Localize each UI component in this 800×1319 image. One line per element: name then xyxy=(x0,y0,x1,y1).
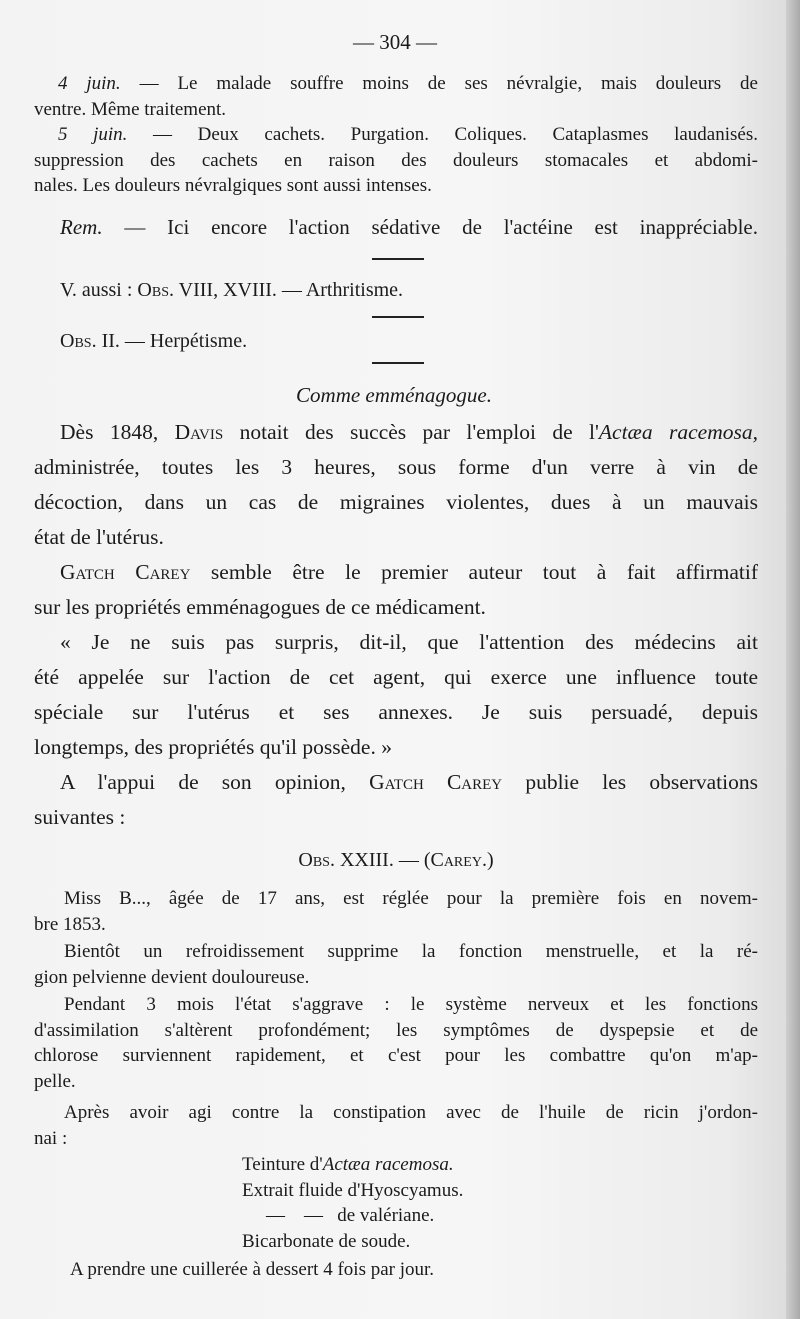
see-also-line: V. aussi : Obs. VIII, XVIII. — Arthritisme. xyxy=(60,279,404,301)
entry-june-5 xyxy=(34,122,758,199)
case-paragraph-1: Miss B..., âgée de 17 ans, est réglée pour la première fois en novem- bre 1853. xyxy=(34,888,758,935)
prescription-item: Extrait fluide d'Hyoscyamus. xyxy=(242,1179,464,1201)
quote-carey: « Je ne suis pas surpris, dit-il, que l'attention des médecins ait été appelée sur l'action de cet agent, qui exerce une influence toute spéciale sur l'utérus et ses annexes. Je suis persuadé, depuis longtemps, des propriétés qu'il possède. » xyxy=(34,630,758,759)
paragraph-davis: Dès 1848, Davis notait des succès par l'emploi de l'Actæa racemosa, administrée, toutes les 3 heures, sous forme d'un verre à vin de décoction, dans un cas de migraines violentes, dues à un mauvais état de l'utérus. xyxy=(34,420,758,549)
prescription-item: — — de valériane. xyxy=(266,1205,435,1226)
entry-line: 4 juin. — Le malade souffre moins de ses névralgie, mais douleurs de xyxy=(58,73,758,94)
entry-line: 5 juin. — Deux cachets. Purgation. Coliques. Cataplasmes laudanisés. xyxy=(58,124,758,145)
page-edge-shadow xyxy=(786,0,800,1319)
paragraph-carey-intro: Gatch Carey semble être le premier auteur tout à fait affirmatif sur les propriétés emménagogues de ce médicament. xyxy=(34,560,758,619)
prescription xyxy=(242,1152,662,1254)
paragraph-observations: A l'appui de son opinion, Gatch Carey publie les observations suivantes : xyxy=(34,770,758,829)
page-number: — 304 — xyxy=(353,30,437,54)
dosage-instruction: A prendre une cuillerée à dessert 4 fois par jour. xyxy=(70,1259,435,1280)
divider-rule xyxy=(372,258,424,260)
section-title: Comme emménagogue. xyxy=(296,383,492,407)
remark: Rem. — Ici encore l'action sédative de l'actéine est inappréciable. xyxy=(60,215,758,239)
observation-heading: Obs. XXIII. — (Carey.) xyxy=(298,849,494,871)
divider-rule xyxy=(372,316,424,318)
case-paragraph-3: Pendant 3 mois l'état s'aggrave : le système nerveux et les fonctions d'assimilation s'altèrent profondément; les symptômes de dyspepsie et de chlorose surviennent rapidement, et c'est pour les combattre qu'on m'ap- pelle. xyxy=(34,994,758,1092)
entry-line: ventre. Même traitement. xyxy=(34,98,227,120)
entry-line: suppression des cachets en raison des douleurs stomacales et abdomi- xyxy=(34,149,758,171)
obs-ii-line: Obs. II. — Herpétisme. xyxy=(60,330,248,352)
case-paragraph-4: Après avoir agi contre la constipation avec de l'huile de ricin j'ordon- nai : xyxy=(34,1102,758,1149)
case-paragraph-2: Bientôt un refroidissement supprime la fonction menstruelle, et la ré- gion pelvienne devient douloureuse. xyxy=(34,941,758,988)
prescription-item: Bicarbonate de soude. xyxy=(242,1230,411,1252)
entry-line: nales. Les douleurs névralgiques sont aussi intenses. xyxy=(34,175,432,196)
prescription-item: Teinture d'Actæa racemosa. xyxy=(242,1154,454,1175)
divider-rule xyxy=(372,362,424,364)
entry-june-4 xyxy=(34,71,758,122)
